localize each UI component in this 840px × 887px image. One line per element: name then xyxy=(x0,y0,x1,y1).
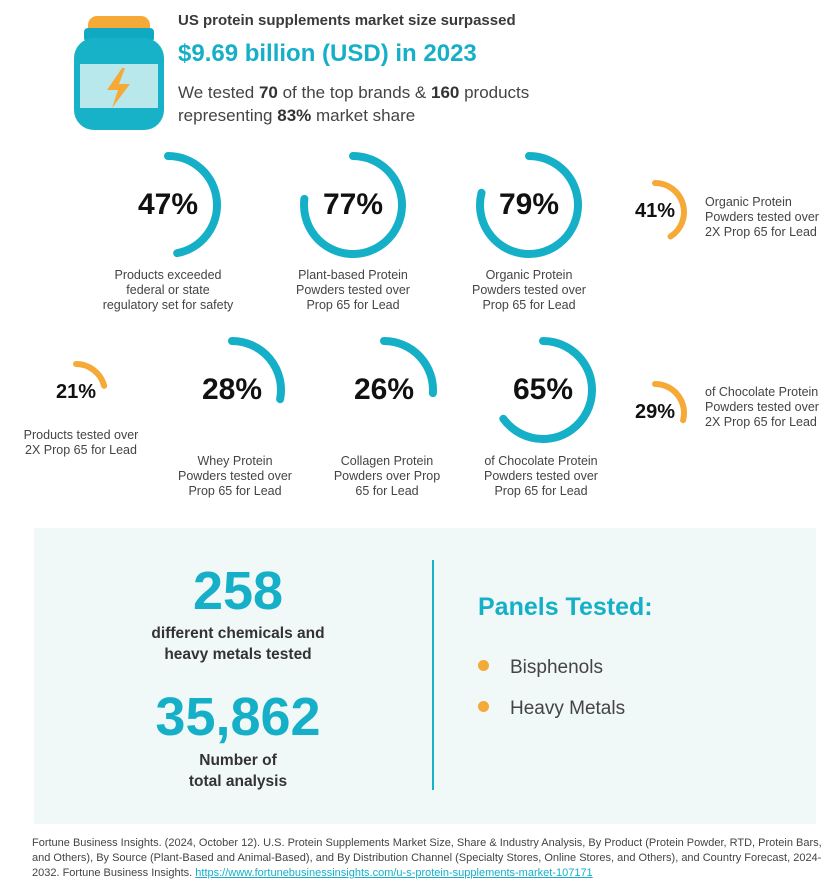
stat-caption-line: Whey Protein xyxy=(197,454,273,468)
stat-caption xyxy=(439,268,619,313)
panel-item-heavy-metals: Heavy Metals xyxy=(478,698,625,720)
stat-percentage: 65% xyxy=(512,372,574,406)
chemicals-count: 258 xyxy=(192,561,284,621)
panel-item-bisphenols: Bisphenols xyxy=(478,657,603,679)
stat-caption-line: Products exceeded xyxy=(114,268,222,282)
stat-caption xyxy=(297,454,477,499)
stat-percentage: 79% xyxy=(498,187,560,221)
protein-jar-icon xyxy=(74,14,164,132)
stat-ring xyxy=(300,152,406,258)
bullet-icon xyxy=(478,660,489,671)
stat-ring xyxy=(179,337,285,443)
stat-caption xyxy=(705,385,835,430)
analysis-count: 35,862 xyxy=(155,687,321,747)
source-link[interactable]: https://www.fortunebusinessinsights.com/u-s-protein-supplements-market-107171 xyxy=(195,867,593,879)
stat-ring xyxy=(490,337,596,443)
stat-caption-line: Powders over Prop xyxy=(333,469,441,483)
stat-caption-line: Collagen Protein xyxy=(340,454,434,468)
stat-caption-line: of Chocolate Protein xyxy=(705,385,819,399)
stat-caption-line: Powders tested over xyxy=(296,283,410,297)
stat-caption xyxy=(705,195,835,240)
stat-caption-line: Prop 65 for Lead xyxy=(482,298,576,312)
stat-percentage: 47% xyxy=(137,187,199,221)
stat-caption xyxy=(451,454,631,499)
chemicals-label: different chemicals and heavy metals tested xyxy=(151,625,325,663)
stat-caption-line: Organic Protein xyxy=(705,195,792,209)
stat-caption-line: Prop 65 for Lead xyxy=(494,484,588,498)
stat-caption-line: Powders tested over xyxy=(484,469,598,483)
market-share-line: representing 83% market share xyxy=(178,106,416,125)
market-size-headline: $9.69 billion (USD) in 2023 xyxy=(178,40,477,67)
stat-caption-line: Powders tested over xyxy=(705,400,819,414)
citation-footer: Fortune Business Insights. (2024, October 12). U.S. Protein Supplements Market Size, Share & Industry Analysis, By Product (Protein Powder, RTD, Protein Bars, and Others), By Source (Plant-Based and Animal-Based), and By Distribution Channel (Specialty Stores, Online Stores, and Others), and Country Forecast, 2024-2032. Fortune Business Insights. https://www.fortunebusinessinsights.com/u-s-protein-supplements-market-107171 xyxy=(32,837,822,879)
stat-ring xyxy=(476,152,582,258)
stat-caption xyxy=(263,268,443,313)
stat-caption-line: Organic Protein xyxy=(485,268,573,282)
stat-ring xyxy=(623,381,687,445)
stat-percentage: 21% xyxy=(55,381,97,404)
stat-caption-line: of Chocolate Protein xyxy=(484,454,598,468)
stat-percentage: 29% xyxy=(634,401,676,424)
stat-caption-line: Products tested over xyxy=(23,428,139,442)
stat-caption-line: 2X Prop 65 for Lead xyxy=(705,225,817,239)
stat-percentage: 77% xyxy=(322,187,384,221)
stat-caption-line: Powders tested over xyxy=(705,210,819,224)
stat-percentage: 26% xyxy=(353,372,415,406)
panels-tested-title: Panels Tested: xyxy=(478,593,653,621)
bullet-icon xyxy=(478,701,489,712)
stat-caption-line: 65 for Lead xyxy=(355,484,419,498)
stat-ring xyxy=(115,152,221,258)
stat-caption xyxy=(78,268,258,313)
stat-caption-line: federal or state xyxy=(126,283,210,297)
panel-divider xyxy=(432,560,434,790)
stat-caption-line: Prop 65 for Lead xyxy=(306,298,400,312)
stat-caption-line: Plant-based Protein xyxy=(298,268,408,282)
stat-caption-line: Powders tested over xyxy=(178,469,292,483)
stat-caption-line: regulatory set for safety xyxy=(102,298,234,312)
stat-caption-line: 2X Prop 65 for Lead xyxy=(25,443,137,457)
tested-brands-line: We tested 70 of the top brands & 160 products xyxy=(178,83,530,102)
stat-ring xyxy=(44,361,108,425)
stat-percentage: 28% xyxy=(201,372,263,406)
stat-caption-line: 2X Prop 65 for Lead xyxy=(705,415,817,429)
stat-caption-line: Powders tested over xyxy=(472,283,586,297)
market-subtitle: US protein supplements market size surpassed xyxy=(178,12,516,29)
stat-ring xyxy=(623,180,687,244)
stat-ring xyxy=(331,337,437,443)
stat-percentage: 41% xyxy=(634,200,676,223)
analysis-label: Number of total analysis xyxy=(188,752,288,790)
stat-caption-line: Prop 65 for Lead xyxy=(188,484,282,498)
